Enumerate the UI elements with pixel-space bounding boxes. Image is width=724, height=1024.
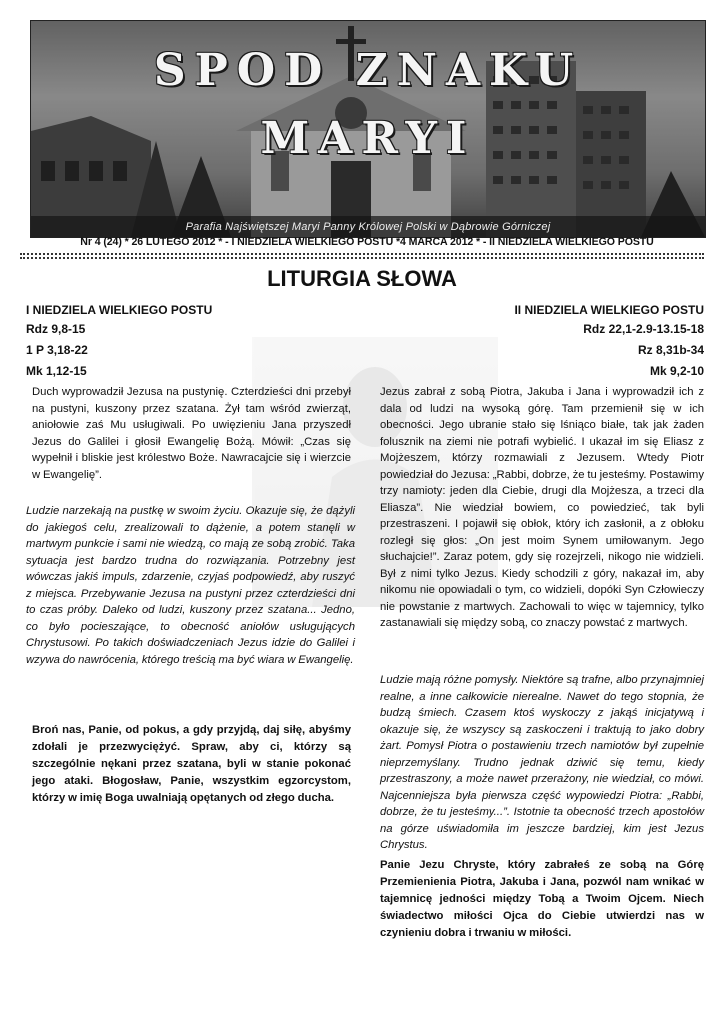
prayer-text: Broń nas, Panie, od pokus, a gdy przyjdą, daj siłę, abyśmy zdołali je przezwyciężyć. Spraw, aby ci, którzy są szczególnie nękani przez szatana, byli w stanie pokonać jego ataki. Błogosław, Panie, wszystkim egzorcystom, którzy w imię Boga uwalniają opętanych od złego ducha. — [32, 724, 351, 804]
reading-ref: 1 P 3,18-22 — [26, 343, 88, 357]
masthead-title-line2: MARYI — [260, 113, 476, 164]
reading-ref: Rdz 9,8-15 — [26, 322, 86, 336]
reading-ref: Mk 9,2-10 — [649, 364, 704, 378]
gospel-text: Jezus zabrał z sobą Piotra, Jakuba i Jana i wyprowadził ich z dala od ludzi na wysoką górę. Tam przemienił się w ich obecności. Jego ubranie stało się lśniąco białe, tak jak żaden folusznik na ziemi nie potrafi wybielić. I ukazał im się Eliasz z Mojżeszem, którzy rozmawiali z Jezusem. Wtedy Piotr powiedział do Jezusa: „Rabbi, dobrze, że tu jesteśmy. Postawimy trzy namioty: jeden dla Ciebie, drugi dla Mojżesza, a trzeci dla Eliasza”. Nie wiedział bowiem, co powiedzieć, tak byli przestraszeni. I pojawił się obłok, który ich zasłonił, a z obłoku rozległ się głos: „On jest moim Synem umiłowanym. Jego słuchajcie!”. Zaraz potem, gdy się rozejrzeli, nikogo nie widzieli. Był z nimi tylko Jezus. Kiedy schodzili z góry, nakazał im, aby nikomu nie opowiadali o tym, co widzieli, dopóki Syn Człowieczy nie powstanie z martwych. Zachowali to więc w tajemnicy, tylko zastanawiali się między sobą, co znaczy powstać z martwych. — [380, 386, 704, 629]
parish-name: Parafia Najświętszej Maryi Panny Królowej Polski w Dąbrowie Górniczej — [185, 221, 551, 233]
reading-ref: Mk 1,12-15 — [26, 364, 87, 378]
reflection-text: Ludzie mają różne pomysły. Niektóre są trafne, albo przynajmniej realne, a inne całkowicie nierealne. Nawet do tego stopnia, że budzą śmiech. Czasem ktoś wyskoczy z jakąś inicjatywą i okazuje się, że wszyscy są zaskoczeni i traktują to jako dobry żart. Pomysł Piotra o postawieniu trzech namiotów był zupełnie nieprzemyślany. Trudno jednak dziwić się temu, kiedy przestraszony, a może nawet przerażony, nie wiedział, co mówi. Najcenniejsza była pierwsza część wypowiedzi Piotra: „Rabbi, dobrze, że tu jesteśmy...”. Istotnie ta obecność trzech apostołów na górze uświadomiła im jeszcze bardziej, kim jest Jezus Chrystus. — [380, 674, 704, 851]
reading-ref: Rz 8,31b-34 — [637, 343, 704, 357]
masthead-title-line1: SPOD ZNAKU — [153, 45, 583, 96]
right-sunday-heading: II NIEDZIELA WIELKIEGO POSTU — [514, 303, 704, 317]
masthead-banner — [30, 20, 706, 238]
reading-ref: Rdz 22,1-2.9-13.15-18 — [583, 322, 704, 336]
reflection-text: Ludzie narzekają na pustkę w swoim życiu. Okazuje się, że dążyli do jakiegoś celu, zrealizowali to dążenie, a potem stanęli w martwym punkcie i sami nie wiedzą, co mają ze sobą zrobić. Taka sytuacja jest bardzo trudna do rozwiązania. Potrzebny jest wówczas jakiś impuls, zdarzenie, czyjaś podpowiedź, aby ruszyć z miejsca. Przebywanie Jezusa na pustyni przez czterdzieści dni to czas próby. Daleko od ludzi, kuszony przez szatana... Jedno, co było pocieszające, to obecność aniołów usługujących Chrystusowi. Po takich doświadczeniach Jezus idzie do Galilei i wzywa do nawrócenia, którego treścią ma być wiara w Ewangelię. — [26, 505, 355, 666]
prayer-text: Panie Jezu Chryste, który zabrałeś ze sobą na Górę Przemienienia Piotra, Jakuba i Jana, pozwól nam wnikać w tajemnicę jedności między Tobą a Twoim Ojcem. Niech świadectwo miłości Ojca do Ciebie utwierdzi nas w czynieniu dobra i trwaniu w miłości. — [380, 859, 704, 939]
dotted-divider — [20, 257, 704, 259]
page-title: LITURGIA SŁOWA — [267, 266, 457, 291]
gospel-text: Duch wyprowadził Jezusa na pustynię. Czterdzieści dni przebył na pustyni, kuszony przez szatana. Żył tam wśród zwierząt, aniołowie zaś Mu usługiwali. Po uwięzieniu Jana przyszedł Jezus do Galilei i głosił Ewangelię Bożą. Mówił: „Czas się wypełnił i bliskie jest królestwo Boże. Nawracajcie się i wierzcie w Ewangelię”. — [32, 386, 351, 481]
issue-line: Nr 4 (24) * 26 LUTEGO 2012 * - I NIEDZIELA WIELKIEGO POSTU *4 MARCA 2012 * - II NIEDZIELA WIELKIEGO POSTU — [80, 236, 654, 248]
left-sunday-heading: I NIEDZIELA WIELKIEGO POSTU — [26, 303, 213, 317]
dotted-divider — [20, 253, 704, 255]
